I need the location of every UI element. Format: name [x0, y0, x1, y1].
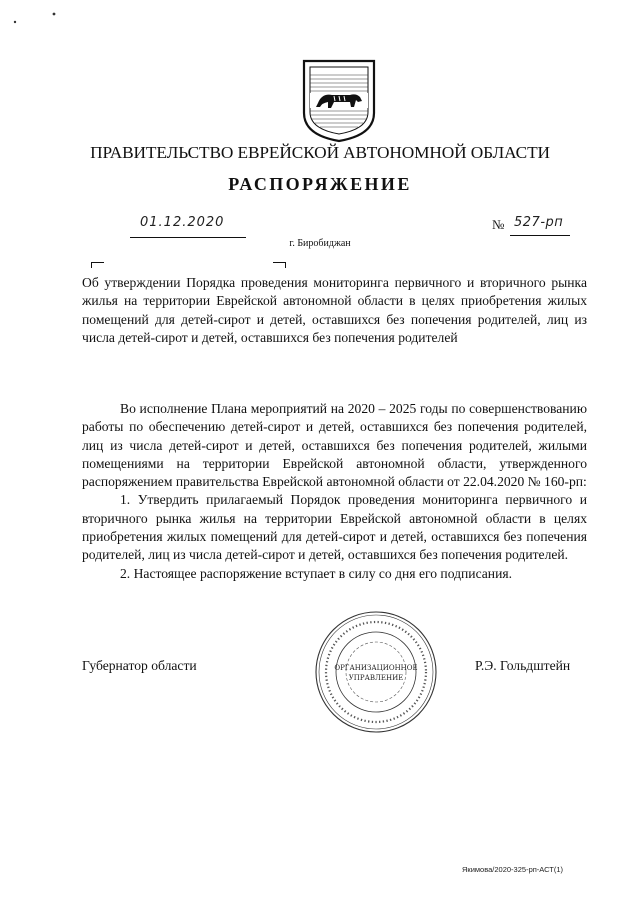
item-2-paragraph: 2. Настоящее распоряжение вступает в силу со дня его подписания.: [120, 565, 513, 581]
document-body: [82, 400, 587, 583]
government-title: ПРАВИТЕЛЬСТВО ЕВРЕЙСКОЙ АВТОНОМНОЙ ОБЛАСТИ: [90, 143, 550, 162]
number-underline: [510, 235, 570, 236]
stamp-center-line-2: УПРАВЛЕНИЕ: [348, 674, 404, 682]
document-subject: Об утверждении Порядка проведения мониторинга первичного и вторичного рынка жилья на территории Еврейской автономной области в целях приобретения жилых помещений для детей-сирот и детей, оставшихся без попечения родителей, лиц из числа детей-сирот и детей, оставшихся без попечения родителей: [82, 275, 587, 345]
preamble-paragraph: Во исполнение Плана мероприятий на 2020 – 2025 годы по совершенствованию работы по обеспечению детей-сирот и детей, оставшихся без попечения родителей, лиц из числа детей-сирот и детей, оставшихся без попечения родителей, жилыми помещениями на территории Еврейской автономной области, утвержденного распоряжением правительства Еврейской автономной области от 22.04.2020 № 160-рп:: [82, 401, 587, 490]
date-field: [130, 215, 246, 238]
item-1-paragraph: 1. Утвердить прилагаемый Порядок проведения мониторинга первичного и вторичного рынка жилья на территории Еврейской автономной области в целях приобретения жилых помещений для детей-сирот и детей, оставшихся без попечения родителей, лиц из числа детей-сирот и детей, оставшихся без попечения родителей.: [82, 492, 587, 563]
document-number: 527-рп: [514, 215, 564, 230]
scan-specks: [0, 0, 80, 30]
number-field: [492, 215, 572, 237]
official-stamp: [312, 608, 440, 736]
number-sign: №: [492, 217, 505, 232]
subject-corner-right: [273, 262, 286, 268]
document-date: 01.12.2020: [140, 215, 225, 230]
city-label: г. Биробиджан: [289, 238, 351, 249]
signatory-position: Губернатор области: [82, 658, 197, 673]
document-type-title: РАСПОРЯЖЕНИЕ: [228, 174, 412, 194]
stamp-center-line-1: ОРГАНИЗАЦИОННОЕ: [334, 664, 418, 672]
subject-corner-left: [91, 262, 104, 268]
coat-of-arms-emblem: [298, 55, 380, 145]
signatory-name: Р.Э. Гольдштейн: [475, 658, 571, 673]
footer-code: Якимова/2020-325-рп-АСТ(1): [462, 865, 564, 874]
